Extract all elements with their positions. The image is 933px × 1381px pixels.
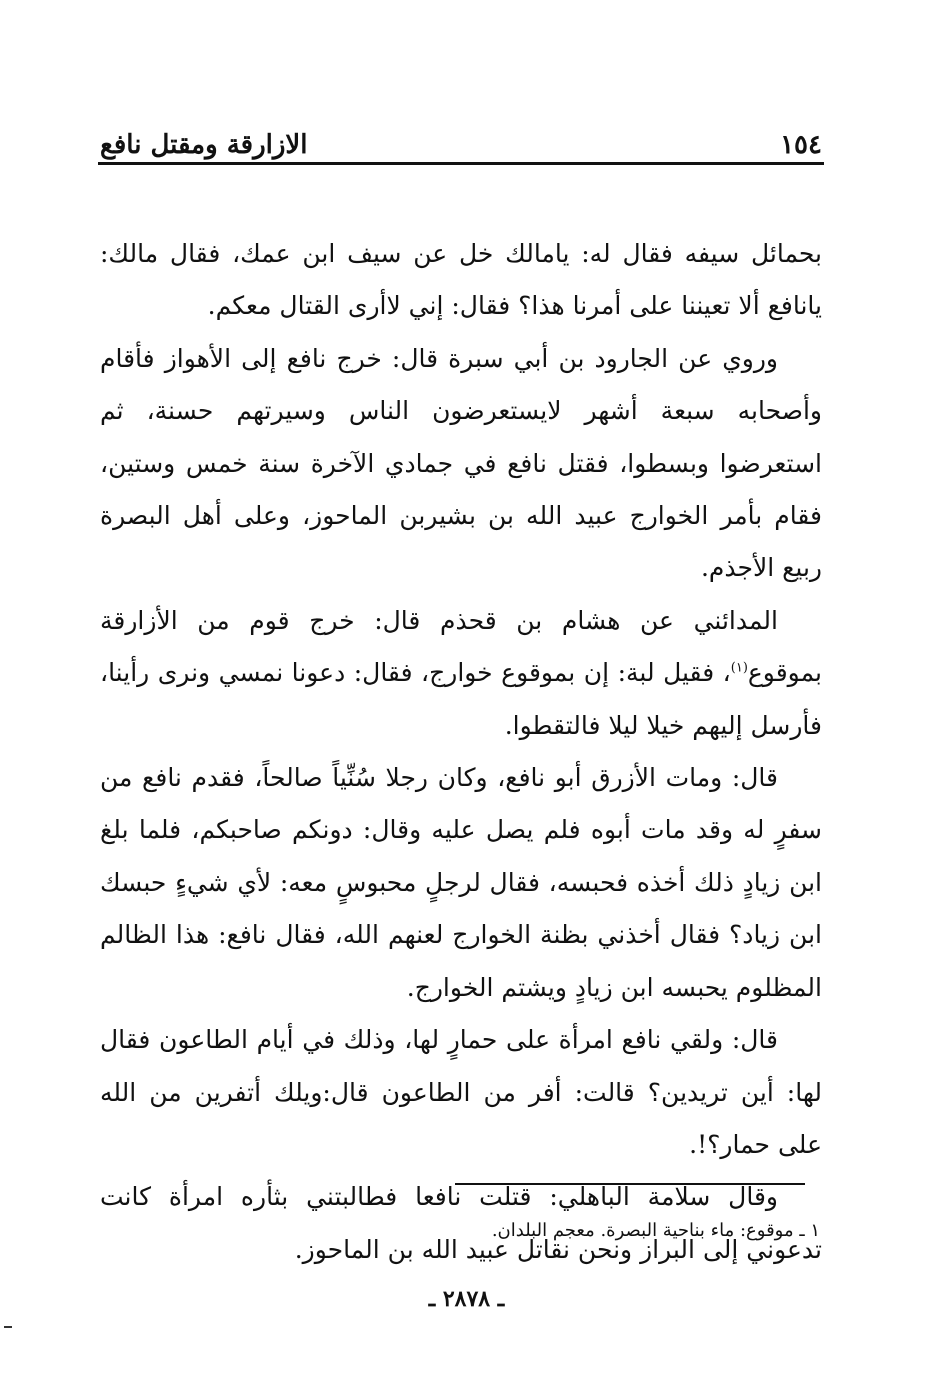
header-rule: [98, 162, 824, 165]
body-text: [100, 228, 822, 1276]
paragraph: قال: ومات الأزرق أبو نافع، وكان رجلا سُنِّياً صالحاً، فقدم نافع من سفرٍ له وقد مات أبوه فلم يصل عليه وقال: دونكم صاحبكم، فلما بلغ ابن زيادٍ ذلك أخذه فحبسه، فقال لرجلٍ محبوسٍ معه: لأي شيءٍ حبسك ابن زياد؟ فقال أخذني بظنة الخوارج لعنهم الله، فقال نافع: هذا الظالم المظلوم يحبسه ابن زيادٍ ويشتم الخوارج.: [100, 763, 822, 1002]
paragraph-text: ، فقيل لبة: إن بموقوع خوارج، فقال: دعونا نمسي ونرى رأينا، فأرسل إليهم خيلا ليلا فالتقطوا.: [100, 658, 822, 740]
paragraph-text: المدائني عن هشام بن قحذم قال: خرج قوم من الأزارقة بموقوع: [100, 605, 822, 688]
paragraph-madaini: [100, 595, 822, 752]
paragraph: بحمائل سيفه فقال له: يامالك خل عن سيف ابن عمك، فقال مالك: يانافع ألا تعيننا على أمرنا هذا؟ فقال: إني لاأرى القتال معكم.: [100, 239, 822, 321]
paragraph: قال: ولقي نافع امرأة على حمارٍ لها، وذلك في أيام الطاعون فقال لها: أين تريدين؟ قالت: أفر من الطاعون قال:ويلك أتفرين من الله على حمار؟!.: [100, 1025, 822, 1159]
footnote: ١ ـ موقوع: ماء بناحية البصرة. معجم البلدان.: [491, 1220, 820, 1241]
paragraph: وقال سلامة الباهلي: قتلت نافعا فطالبتني بثأره امرأة كانت تدعوني إلى البراز ونحن نقاتل عبيد الله بن الماحوز.: [100, 1182, 822, 1264]
chapter-title: الازارقة ومقتل نافع: [100, 130, 308, 160]
page-number-header: ١٥٤: [780, 130, 822, 160]
footnote-rule: [455, 1183, 805, 1185]
page-footer-number: ـ ٢٨٧٨ ـ: [428, 1286, 505, 1312]
footnote-reference[interactable]: (١): [730, 660, 748, 676]
margin-mark: [4, 1326, 12, 1328]
running-head: [100, 120, 822, 160]
paragraph: وروي عن الجارود بن أبي سبرة قال: خرج نافع إلى الأهواز فأقام وأصحابه سبعة أشهر لايستعرضون الناس وسيرتهم حسنة، ثم استعرضوا وبسطوا، فقتل نافع في جمادي الآخرة سنة خمس وستين، فقام بأمر الخوارج عبيد الله بن بشيربن الماحوز، وعلى أهل البصرة ربيع الأجذم.: [100, 343, 822, 583]
